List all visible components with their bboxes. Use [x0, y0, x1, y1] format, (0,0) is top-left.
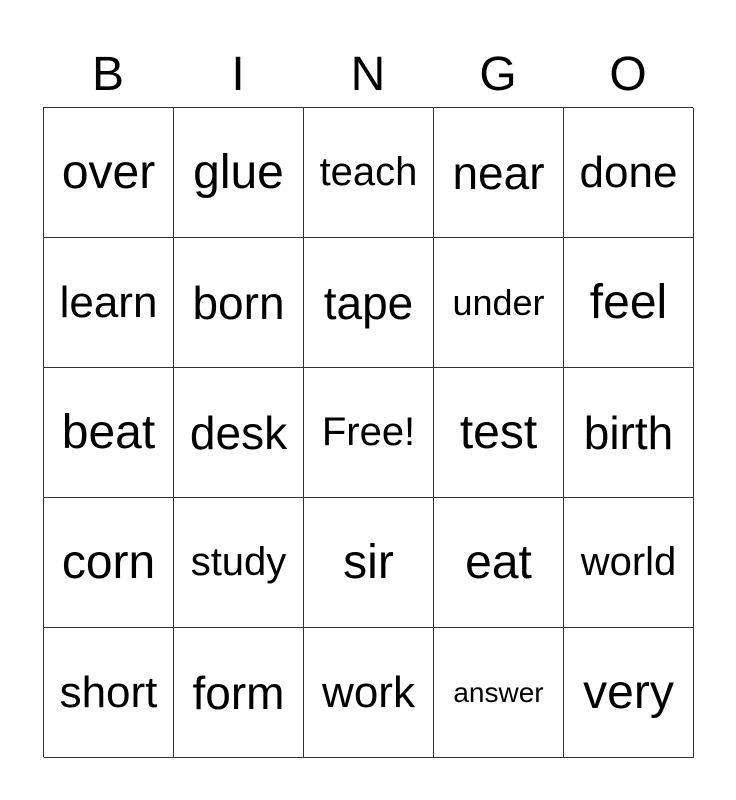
bingo-cell[interactable]: over	[44, 108, 174, 238]
header-letter-b: B	[91, 48, 124, 101]
bingo-cell[interactable]: test	[434, 368, 564, 498]
bingo-cell[interactable]: teach	[304, 108, 434, 238]
bingo-cell[interactable]: desk	[174, 368, 304, 498]
header-letter-g: G	[479, 48, 517, 101]
free-space-cell[interactable]: Free!	[304, 368, 434, 498]
bingo-card-grid	[43, 107, 693, 757]
bingo-cell[interactable]: study	[174, 498, 304, 628]
bingo-cell[interactable]: answer	[434, 628, 564, 758]
bingo-cell[interactable]: eat	[434, 498, 564, 628]
bingo-cell[interactable]: born	[174, 238, 304, 368]
header-letter-n: N	[350, 48, 386, 101]
header-letter-o: O	[609, 48, 647, 101]
bingo-cell[interactable]: under	[434, 238, 564, 368]
bingo-cell[interactable]: beat	[44, 368, 174, 498]
bingo-cell[interactable]: form	[174, 628, 304, 758]
bingo-cell[interactable]: world	[564, 498, 694, 628]
bingo-cell[interactable]: corn	[44, 498, 174, 628]
bingo-cell[interactable]: done	[564, 108, 694, 238]
bingo-cell[interactable]: feel	[564, 238, 694, 368]
bingo-cell[interactable]: birth	[564, 368, 694, 498]
bingo-cell[interactable]: short	[44, 628, 174, 758]
bingo-cell[interactable]: tape	[304, 238, 434, 368]
bingo-cell[interactable]: glue	[174, 108, 304, 238]
header-letter-i: I	[231, 48, 245, 101]
bingo-cell[interactable]: very	[564, 628, 694, 758]
bingo-cell[interactable]: work	[304, 628, 434, 758]
bingo-cell[interactable]: sir	[304, 498, 434, 628]
bingo-cell[interactable]: near	[434, 108, 564, 238]
bingo-cell[interactable]: learn	[44, 238, 174, 368]
bingo-header	[43, 44, 693, 106]
